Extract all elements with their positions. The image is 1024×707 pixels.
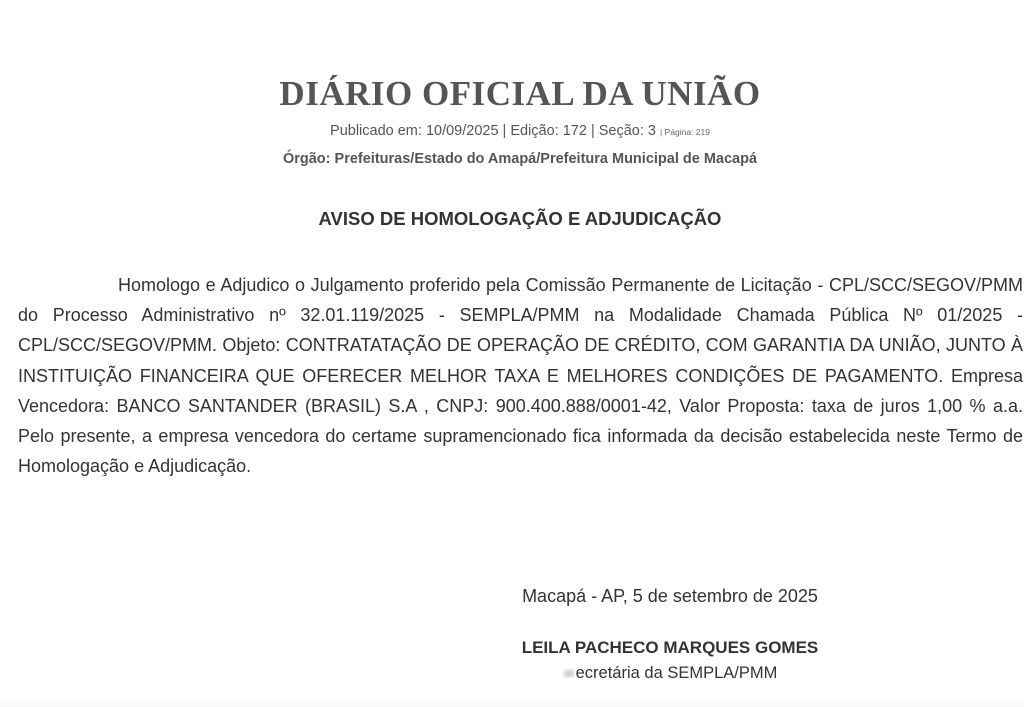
publication-info — [0, 123, 1024, 139]
page-number: | Página: 219 — [660, 127, 710, 137]
organization-value: Prefeituras/Estado do Amapá/Prefeitura Municipal de Macapá — [334, 151, 758, 167]
page-edge-shadow — [0, 701, 1024, 707]
place-date: Macapá - AP, 5 de setembro de 2025 — [522, 586, 818, 606]
organization-label: Órgão: — [282, 151, 331, 167]
signer-role: ecretária da SEMPLA/PMM — [575, 664, 778, 682]
publication-details: Publicado em: 10/09/2025 | Edição: 172 | Seção: 3 — [330, 123, 656, 139]
organization-line — [0, 151, 1024, 167]
signer-name: LEILA PACHECO MARQUES GOMES — [521, 638, 819, 657]
signer-role-line — [460, 664, 880, 683]
obscured-letter — [563, 669, 575, 678]
publication-title: DIÁRIO OFICIAL DA UNIÃO — [279, 74, 761, 113]
notice-body: Homologo e Adjudico o Julgamento proferido pela Comissão Permanente de Licitação - CPL/SCC/SEGOV/PMM do Processo Administrativo nº 32.01.119/2025 - SEMPLA/PMM na Modalidade Chamada Pública Nº 01/2025 - CPL/SCC/SEGOV/PMM. Objeto: CONTRATATAÇÃO DE OPERAÇÃO DE CRÉDITO, COM GARANTIA DA UNIÃO, JUNTO À INSTITUIÇÃO FINANCEIRA QUE OFERECER MELHOR TAXA E MELHORES CONDIÇÕES DE PAGAMENTO. Empresa Vencedora: BANCO SANTANDER (BRASIL) S.A , CNPJ: 900.400.888/0001-42, Valor Proposta: taxa de juros 1,00 % a.a. Pelo presente, a empresa vencedora do certame supramencionado fica informada da decisão estabelecida neste Termo de Homologação e Adjudicação. — [18, 275, 1023, 477]
notice-title: AVISO DE HOMOLOGAÇÃO E ADJUDICAÇÃO — [318, 208, 722, 229]
